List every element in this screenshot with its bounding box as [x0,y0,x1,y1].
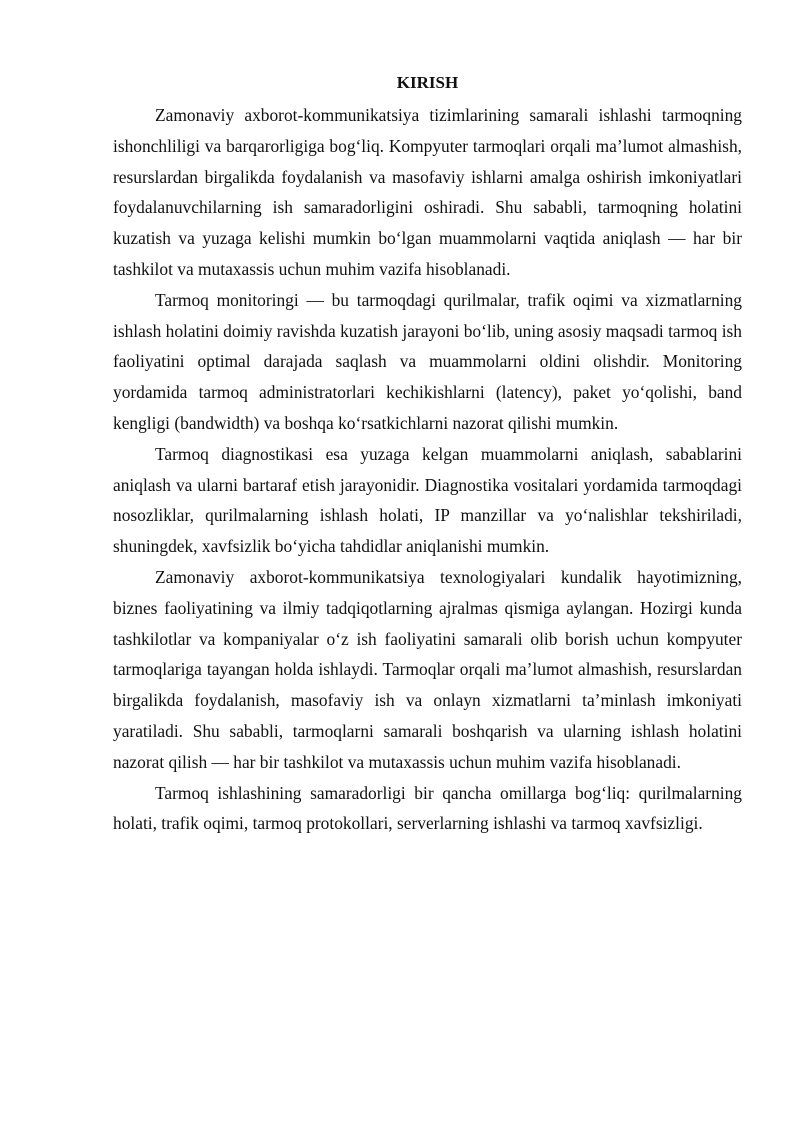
paragraph-1: Zamonaviy axborot-kommunikatsiya tizimlarining samarali ishlashi tarmoqning ishonchliligi va barqarorligiga bog‘liq. Kompyuter tarmoqlari orqali ma’lumot almashish, resurslardan birgalikda foydalanish va masofaviy ishlarni amalga oshirish imkoniyatlari foydalanuvchilarning ish samaradorligini oshiradi. Shu sababli, tarmoqning holatini kuzatish va yuzaga kelishi mumkin bo‘lgan muammolarni vaqtida aniqlash — har bir tashkilot va mutaxassis uchun muhim vazifa hisoblanadi. [113,105,742,279]
paragraph-3: Tarmoq diagnostikasi esa yuzaga kelgan muammolarni aniqlash, sabablarini aniqlash va ularni bartaraf etish jarayonidir. Diagnostika vositalari yordamida tarmoqdagi nosozliklar, qurilmalarning ishlash holati, IP manzillar va yo‘nalishlar tekshiriladi, shuningdek, xavfsizlik bo‘yicha tahdidlar aniqlanishi mumkin. [113,443,742,557]
paragraph-4: Zamonaviy axborot-kommunikatsiya texnologiyalari kundalik hayotimizning, biznes faoliyatining va ilmiy tadqiqotlarning ajralmas qismiga aylangan. Hozirgi kunda tashkilotlar va kompaniyalar o‘z ish faoliyatini samarali olib borish uchun kompyuter tarmoqlariga tayangan holda ishlaydi. Tarmoqlar orqali ma’lumot almashish, resurslardan birgalikda foydalanish, masofaviy ish va onlayn xizmatlarni ta’minlash imkoniyati yaratiladi. Shu sababli, tarmoqlarni samarali boshqarish va ularning ishlash holatini nazorat qilish — har bir tashkilot va mutaxassis uchun muhim vazifa hisoblanadi. [113,566,742,772]
paragraph-2: Tarmoq monitoringi — bu tarmoqdagi qurilmalar, trafik oqimi va xizmatlarning ishlash holatini doimiy ravishda kuzatish jarayoni bo‘lib, uning asosiy maqsadi tarmoq ish faoliyatini optimal darajada saqlash va muammolarni oldini olishdir. Monitoring yordamida tarmoq administratorlari kechikishlarni (latency), paket yo‘qolishi, band kengligi (bandwidth) va boshqa ko‘rsatkichlarni nazorat qilishi mumkin. [113,289,742,433]
document-page [113,72,742,839]
paragraph-5: Tarmoq ishlashining samaradorligi bir qancha omillarga bog‘liq: qurilmalarning holati, trafik oqimi, tarmoq protokollari, serverlarning ishlashi va tarmoq xavfsizligi. [113,782,742,834]
page-title: KIRISH [396,73,459,92]
